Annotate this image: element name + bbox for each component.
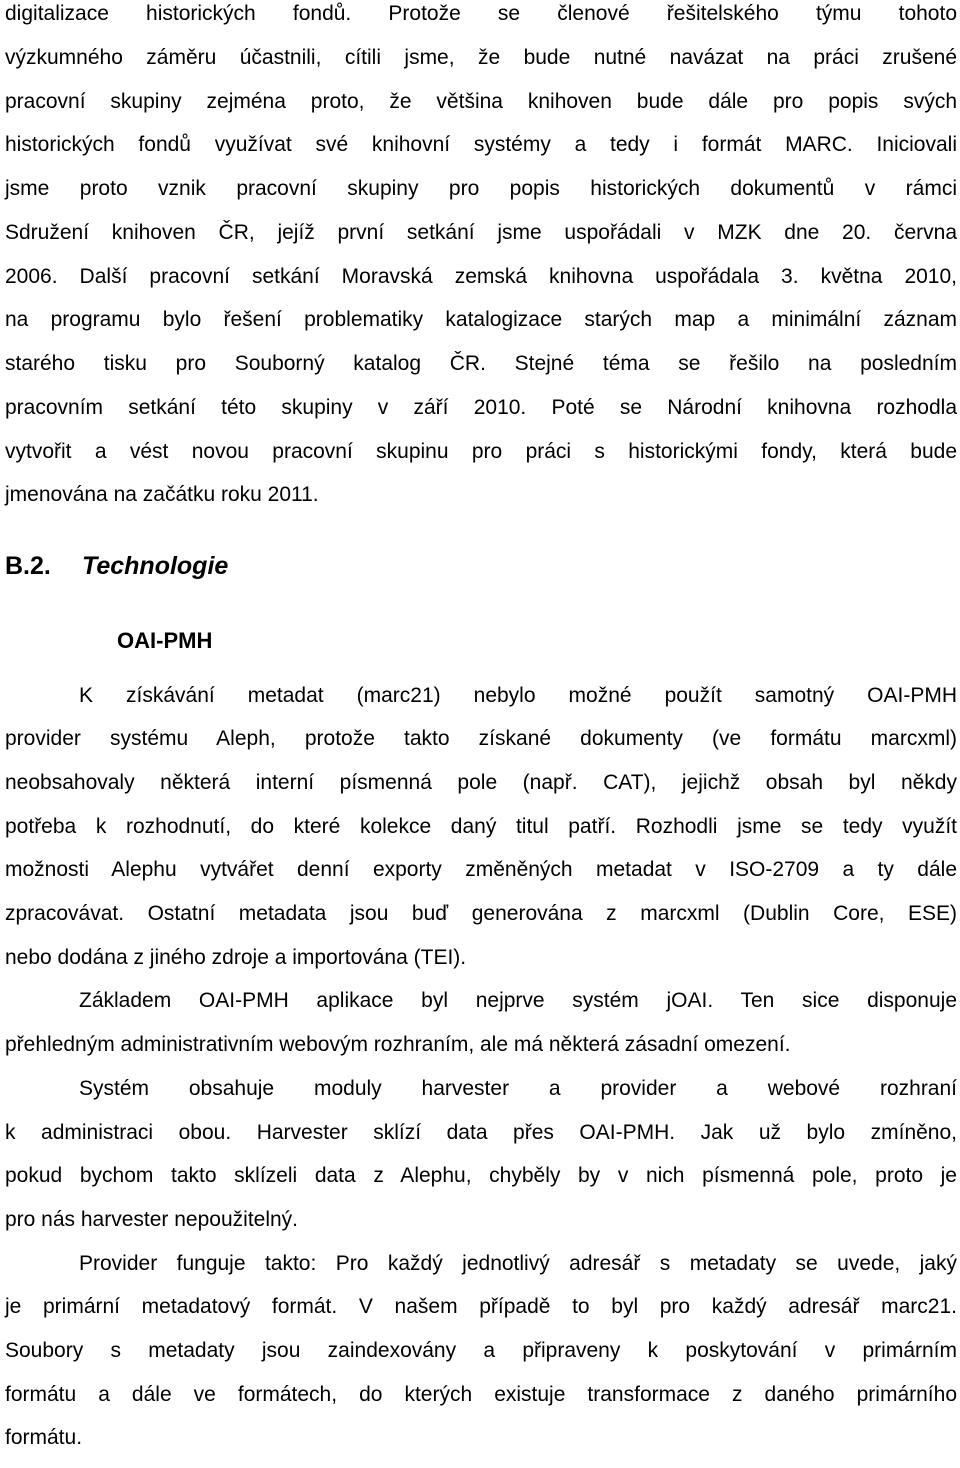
text-line: digitalizace historických fondů. Protože se členové řešitelského týmu tohoto (5, 2, 957, 25)
section-number: B.2. (5, 552, 51, 580)
text-line: 2006. Další pracovní setkání Moravská zemská knihovna uspořádala 3. května 2010, (5, 265, 957, 288)
text-line: Systém obsahuje moduly harvester a provider a webové rozhraní (79, 1077, 957, 1100)
text-line: pracovní skupiny zejména proto, že většina knihoven bude dále pro popis svých (5, 90, 957, 113)
text-line: přehledným administrativním webovým rozhraním, ale má některá zásadní omezení. (5, 1033, 791, 1056)
text-line: starého tisku pro Souborný katalog ČR. Stejné téma se řešilo na posledním (5, 352, 957, 375)
text-line: pokud bychom takto sklízeli data z Alephu, chyběly by v nich písmenná pole, proto je (5, 1164, 957, 1187)
text-line: neobsahovaly některá interní písmenná pole (např. CAT), jejichž obsah byl někdy (5, 771, 957, 794)
text-line: jmenována na začátku roku 2011. (5, 483, 319, 506)
text-line: výzkumného záměru účastnili, cítili jsme, že bude nutné navázat na práci zrušené (5, 46, 957, 69)
text-line: pracovním setkání této skupiny v září 2010. Poté se Národní knihovna rozhodla (5, 396, 957, 419)
section-title: Technologie (82, 552, 229, 580)
text-line: nebo dodána z jiného zdroje a importována (TEI). (5, 946, 467, 969)
subsection-heading: OAI-PMH (117, 628, 213, 653)
text-line: možnosti Alephu vytvářet denní exporty změněných metadat v ISO-2709 a ty dále (5, 858, 957, 881)
text-line: Provider funguje takto: Pro každý jednotlivý adresář s metadaty se uvede, jaký (79, 1252, 957, 1275)
text-line: formátu. (5, 1426, 83, 1449)
text-line: formátu a dále ve formátech, do kterých existuje transformace z daného primárního (5, 1383, 957, 1406)
text-line: na programu bylo řešení problematiky katalogizace starých map a minimální záznam (5, 308, 957, 331)
text-line: vytvořit a vést novou pracovní skupinu pro práci s historickými fondy, která bude (5, 440, 957, 463)
text-line: k administraci obou. Harvester sklízí data přes OAI-PMH. Jak už bylo zmíněno, (5, 1121, 957, 1144)
text-line: provider systému Aleph, protože takto získané dokumenty (ve formátu marcxml) (5, 727, 957, 750)
text-line: Základem OAI-PMH aplikace byl nejprve systém jOAI. Ten sice disponuje (79, 989, 957, 1012)
text-line: K získávání metadat (marc21) nebylo možné použít samotný OAI-PMH (79, 684, 957, 707)
text-line: potřeba k rozhodnutí, do které kolekce daný titul patří. Rozhodli jsme se tedy využít (5, 815, 957, 838)
section-heading (5, 550, 228, 582)
text-line: Sdružení knihoven ČR, jejíž první setkání jsme uspořádali v MZK dne 20. června (5, 221, 957, 244)
text-line: Soubory s metadaty jsou zaindexovány a připraveny k poskytování v primárním (5, 1339, 957, 1362)
text-line: historických fondů využívat své knihovní systémy a tedy i formát MARC. Iniciovali (5, 133, 957, 156)
text-line: jsme proto vznik pracovní skupiny pro popis historických dokumentů v rámci (5, 177, 957, 200)
text-line: pro nás harvester nepoužitelný. (5, 1208, 299, 1231)
text-line: je primární metadatový formát. V našem případě to byl pro každý adresář marc21. (5, 1295, 957, 1318)
text-line: zpracovávat. Ostatní metadata jsou buď generována z marcxml (Dublin Core, ESE) (5, 902, 957, 925)
